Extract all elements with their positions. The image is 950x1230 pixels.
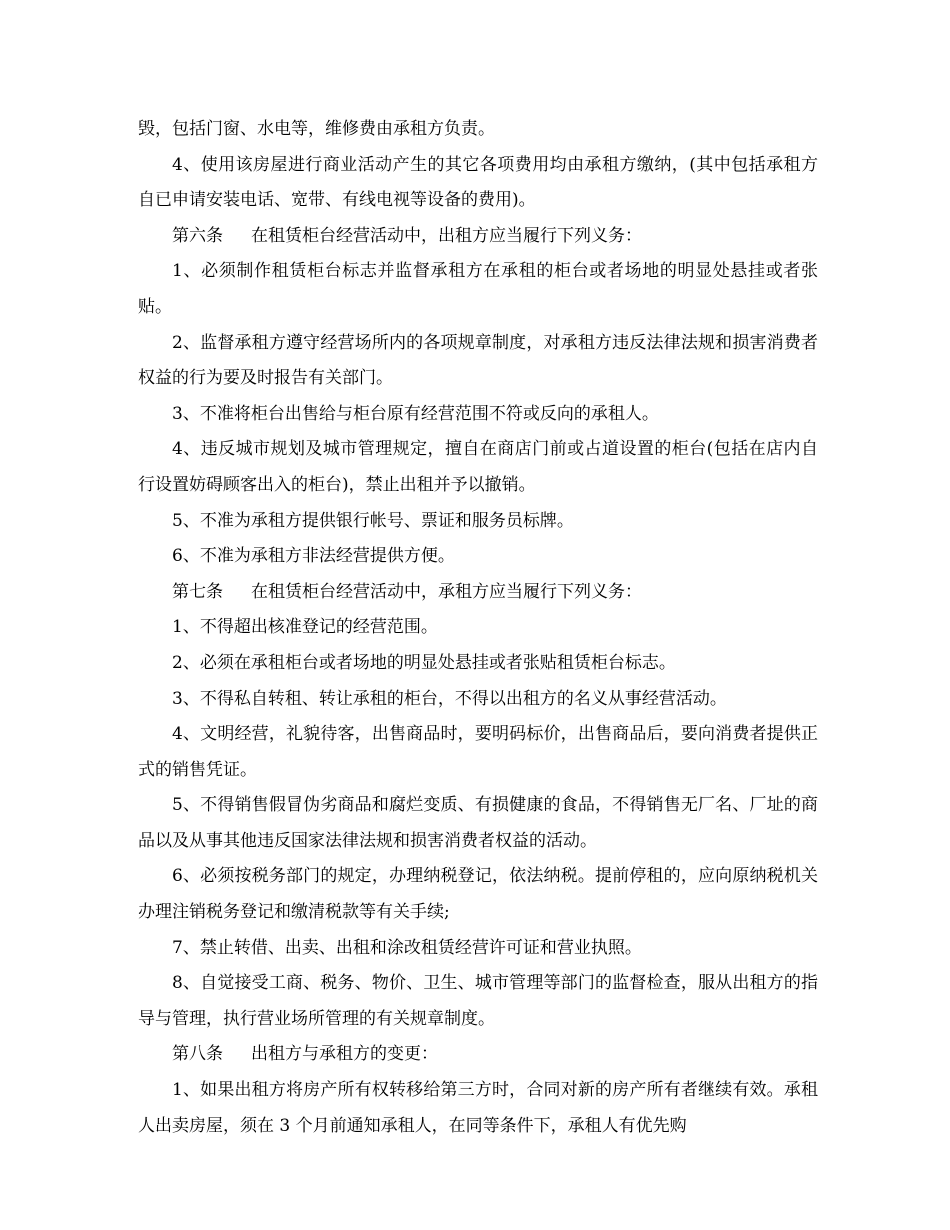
body-paragraph: 6、必须按税务部门的规定，办理纳税登记，依法纳税。提前停租的，应向原纳税机关办理注销税务登记和缴清税款等有关手续; <box>138 866 818 923</box>
body-paragraph: 7、禁止转借、出卖、出租和涂改租赁经营许可证和营业执照。 <box>172 937 642 958</box>
body-paragraph: 毁，包括门窗、水电等，维修费由承租方负责。 <box>138 119 495 139</box>
body-paragraph: 6、不准为承租方非法经营提供方便。 <box>172 546 455 567</box>
body-paragraph: 5、不准为承租方提供银行帐号、票证和服务员标牌。 <box>172 510 574 531</box>
article-title: 在租赁柜台经营活动中，承租方应当履行下列义务： <box>251 581 642 602</box>
body-paragraph: 4、文明经营，礼貌待客，出售商品时，要明码标价，出售商品后，要向消费者提供正式的销售凭证。 <box>138 724 818 780</box>
body-paragraph: 8、自觉接受工商、税务、物价、卫生、城市管理等部门的监督检查，服从出租方的指导与管理，执行营业场所管理的有关规章制度。 <box>138 973 818 1029</box>
article-number: 第八条 <box>172 1044 223 1065</box>
article-number: 第七条 <box>172 581 223 602</box>
article-title: 在租赁柜台经营活动中，出租方应当履行下列义务： <box>251 225 642 246</box>
body-paragraph: 4、违反城市规划及城市管理规定，擅自在商店门前或占道设置的柜台(包括在店内自行设置妨碍顾客出入的柜台)，禁止出租并予以撤销。 <box>138 439 818 495</box>
article-title: 出租方与承租方的变更： <box>251 1044 438 1065</box>
article-heading <box>138 575 818 611</box>
body-paragraph: 1、不得超出核准登记的经营范围。 <box>172 617 438 638</box>
body-paragraph: 1、如果出租方将房产所有权转移给第三方时，合同对新的房产所有者继续有效。承租人出卖房屋，须在 3 个月前通知承租人，在同等条件下，承租人有优先购 <box>138 1080 818 1136</box>
body-paragraph: 2、监督承租方遵守经营场所内的各项规章制度，对承租方违反法律法规和损害消费者权益的行为要及时报告有关部门。 <box>138 332 818 389</box>
body-paragraph: 2、必须在承租柜台或者场地的明显处悬挂或者张贴租赁柜台标志。 <box>172 652 676 673</box>
article-number: 第六条 <box>172 225 223 246</box>
body-paragraph: 4、使用该房屋进行商业活动产生的其它各项费用均由承租方缴纳，(其中包括承租方自已申请安装电话、宽带、有线电视等设备的费用)。 <box>138 154 818 211</box>
article-heading <box>138 1037 818 1073</box>
body-paragraph: 5、不得销售假冒伪劣商品和腐烂变质、有损健康的食品，不得销售无厂名、厂址的商品以及从事其他违反国家法律法规和损害消费者权益的活动。 <box>138 795 818 851</box>
document-page <box>138 112 818 1144</box>
body-paragraph: 3、不准将柜台出售给与柜台原有经营范围不符或反向的承租人。 <box>172 403 659 424</box>
body-paragraph: 3、不得私自转租、转让承租的柜台，不得以出租方的名义从事经营活动。 <box>172 688 727 709</box>
article-heading <box>138 219 818 255</box>
body-paragraph: 1、必须制作租赁柜台标志并监督承租方在承租的柜台或者场地的明显处悬挂或者张贴。 <box>138 261 818 317</box>
